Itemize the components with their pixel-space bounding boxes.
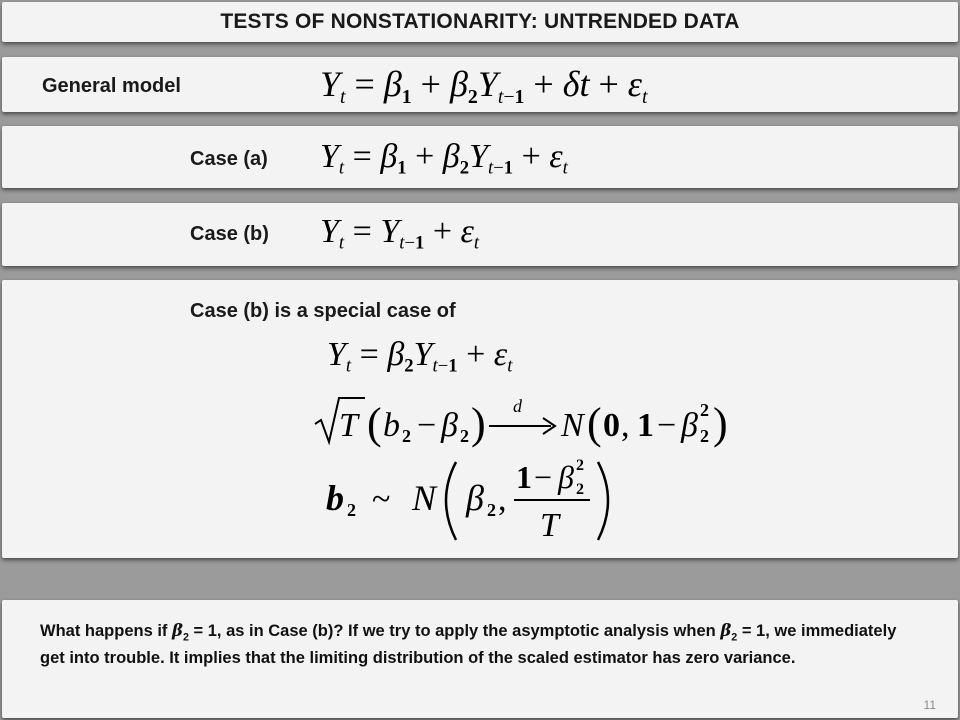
svg-text:2: 2	[700, 400, 709, 420]
svg-text:2: 2	[576, 457, 584, 474]
svg-text:1: 1	[516, 459, 532, 495]
svg-text:β: β	[558, 459, 574, 495]
asymptotic-equation	[307, 388, 737, 454]
svg-text:(: (	[367, 399, 382, 448]
note-text	[40, 620, 920, 669]
svg-text:2: 2	[460, 426, 469, 446]
svg-text:,: ,	[498, 481, 507, 518]
special-case-label: Case (b) is a special case of	[190, 300, 456, 322]
svg-text:d: d	[513, 396, 522, 416]
note-part-1: What happens if	[40, 622, 172, 640]
case-a-equation: $Y_t = \beta_1 + \beta_2Y_{t-1} + \varepsilon_t$	[320, 138, 568, 179]
note-part-3: = 1, we immediately get into trouble. It implies that the limiting distribution of the scaled estimator has zero variance.	[40, 622, 897, 668]
svg-text:T: T	[540, 507, 559, 544]
svg-text:~: ~	[372, 481, 391, 518]
case-a-label: Case (a)	[190, 148, 268, 170]
svg-text:,: ,	[621, 407, 630, 444]
case-b-label: Case (b)	[190, 223, 269, 245]
beta-symbol: β	[172, 621, 183, 640]
special-case-panel	[2, 280, 958, 558]
svg-text:2: 2	[347, 500, 356, 520]
svg-text:β: β	[466, 478, 484, 518]
svg-text:N: N	[412, 478, 437, 518]
svg-text:2: 2	[487, 500, 496, 520]
title-panel	[2, 2, 958, 42]
page-number: 11	[923, 698, 936, 712]
general-model-equation: $Y_t = \beta_1 + \beta_2Y_{t-1} + \delta t + \varepsilon_t$	[320, 64, 648, 108]
svg-text:b: b	[383, 407, 400, 444]
case-b-equation: $Y_t = Y_{t-1} + \varepsilon_t$	[320, 213, 480, 254]
svg-text:2: 2	[402, 426, 411, 446]
beta-subscript: 2	[731, 631, 738, 644]
case-a-panel	[2, 126, 958, 188]
svg-text:β: β	[681, 407, 698, 444]
special-case-equation: $Y_t = \beta_2Y_{t-1} + \varepsilon_t$	[327, 336, 513, 377]
svg-text:β: β	[441, 407, 458, 444]
svg-text:−: −	[657, 407, 677, 444]
svg-text:2: 2	[700, 426, 709, 446]
general-model-panel	[2, 57, 958, 112]
svg-text:−: −	[417, 407, 437, 444]
beta-subscript: 2	[182, 631, 189, 644]
svg-text:): )	[713, 399, 728, 448]
svg-text:(: (	[587, 399, 602, 448]
distribution-equation	[320, 452, 620, 550]
svg-text:0: 0	[603, 407, 620, 444]
note-part-2: = 1, as in Case (b)? If we try to apply the asymptotic analysis when	[188, 622, 721, 640]
slide-title: TESTS OF NONSTATIONARITY: UNTRENDED DATA	[220, 10, 740, 33]
svg-text:N: N	[561, 407, 584, 444]
general-model-label: General model	[42, 75, 181, 97]
svg-text:2: 2	[576, 481, 584, 498]
beta-symbol: β	[720, 621, 732, 640]
svg-text:): )	[471, 399, 486, 448]
svg-text:T: T	[339, 407, 358, 444]
svg-text:1: 1	[637, 407, 654, 444]
case-b-panel	[2, 203, 958, 266]
svg-text:b: b	[326, 478, 344, 518]
svg-text:−: −	[534, 459, 553, 495]
separator-band	[2, 573, 958, 597]
